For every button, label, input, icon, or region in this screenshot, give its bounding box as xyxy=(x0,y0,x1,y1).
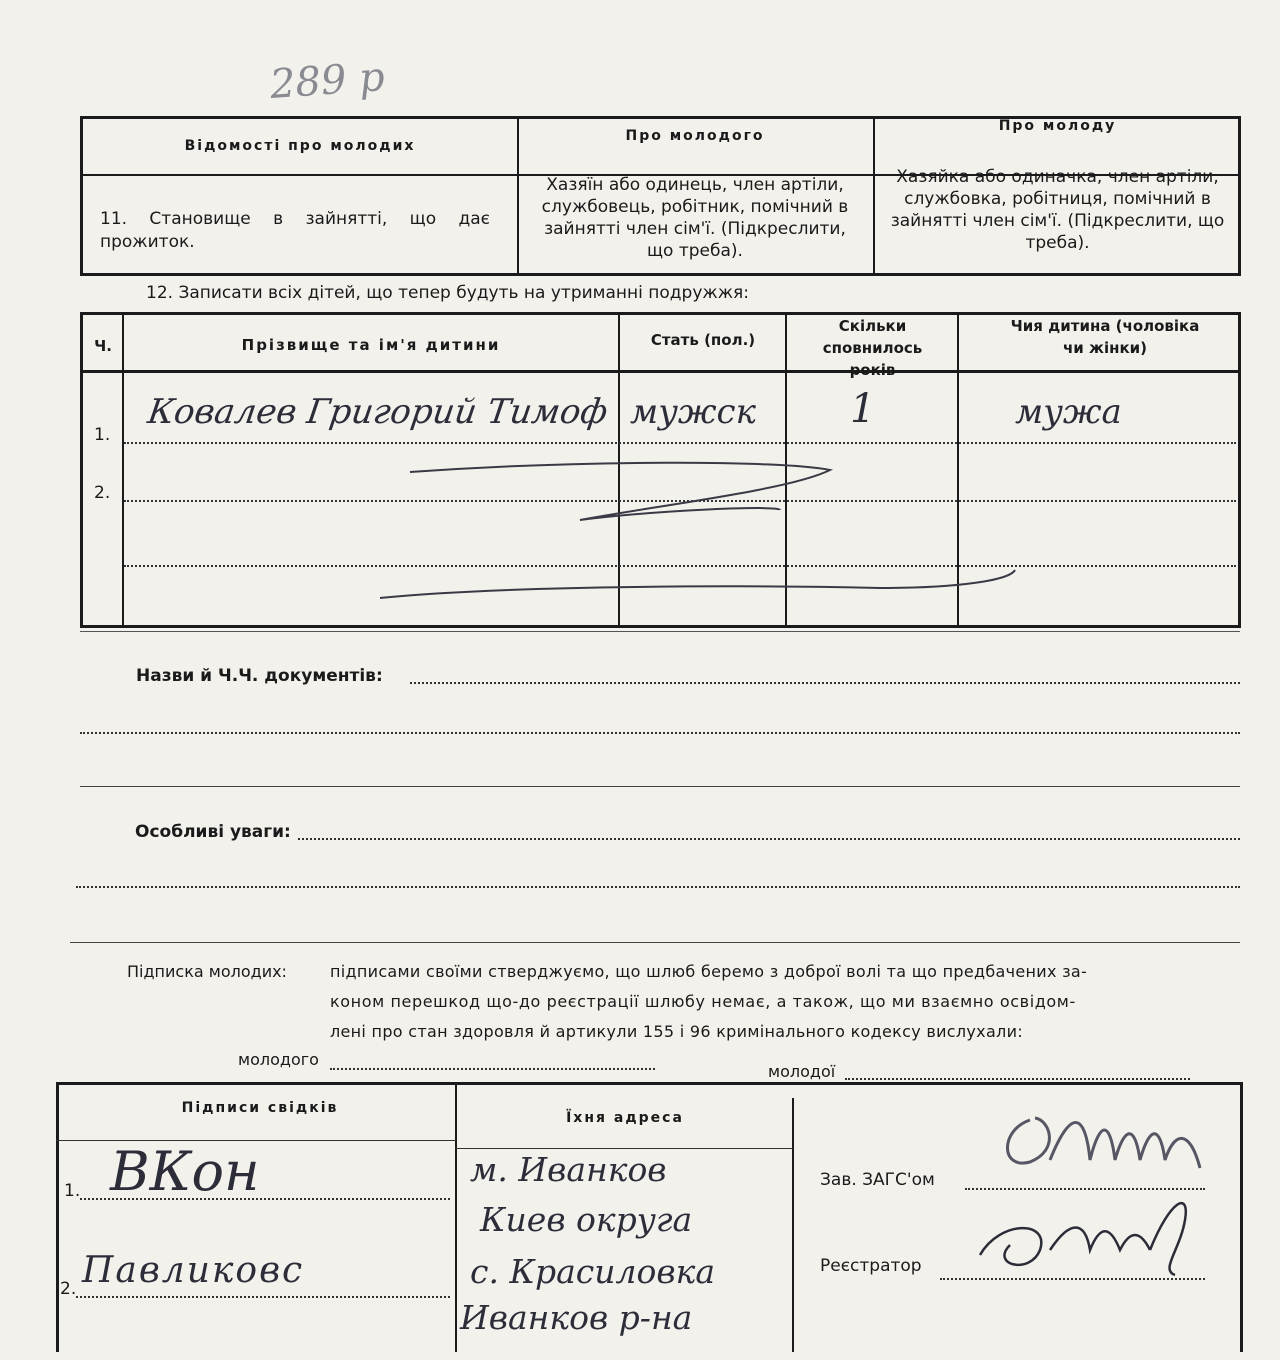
zags-head-label: Зав. ЗАГС'ом xyxy=(820,1170,935,1190)
registrar-label: Реєстратор xyxy=(820,1256,922,1276)
page-number-mark: 289 р xyxy=(268,54,387,108)
witness-col-signatures: Підписи свідків xyxy=(181,1100,339,1116)
groom-signature-field[interactable] xyxy=(330,1068,655,1070)
groom-signature-label: молодого xyxy=(238,1050,319,1069)
witness-1-signature: ВКон xyxy=(110,1140,260,1203)
documents-label: Назви й Ч.Ч. документів: xyxy=(136,666,383,686)
witness-col-address: Їхня адреса xyxy=(566,1110,684,1126)
witness-number-2: 2. xyxy=(60,1279,77,1299)
col-header-bride: Про молоду xyxy=(998,118,1117,134)
witness-address-line-1: м. Иванков xyxy=(470,1150,667,1189)
bride-signature-label: молодої xyxy=(768,1062,836,1081)
child-row-number-1: 1. xyxy=(94,425,111,445)
pledge-line-2: коном перешкод що-до реєстрації шлюбу немає, а також, що ми взаємно освідом- xyxy=(330,992,1076,1011)
witness-2-signature: Павликовс xyxy=(82,1250,305,1291)
documents-field[interactable] xyxy=(410,682,1240,684)
witness-address-line-2: Киев округа xyxy=(480,1200,693,1239)
pledge-label: Підписка молодих: xyxy=(127,962,287,981)
children-col-num: Ч. xyxy=(94,337,112,355)
children-col-age: Скільки сповнилось років xyxy=(822,317,923,379)
section-12-title: 12. Записати всіх дітей, що тепер будуть на утриманні подружжя: xyxy=(146,283,749,303)
row-11-label: 11. Становище в зайнятті, що дає прожиток. xyxy=(100,209,490,252)
registrar-signature xyxy=(960,1180,1220,1290)
bride-signature-field[interactable] xyxy=(845,1078,1190,1080)
remarks-field[interactable] xyxy=(298,838,1240,840)
col-header-info: Відомості про молодих xyxy=(184,138,416,154)
row-11-bride-options: Хазяйка або одиначка, член артіли, службовка, робітниця, помічний в зайнятті член сім'ї. (Підкреслити, що треба). xyxy=(890,167,1225,253)
child-1-sex: мужск xyxy=(630,392,756,432)
col-header-groom: Про молодого xyxy=(625,128,765,144)
children-col-whose: Чия дитина (чоловіка чи жінки) xyxy=(1010,317,1200,357)
zags-head-signature xyxy=(990,1090,1220,1190)
pledge-line-1: підписами своїми стверджуємо, що шлюб беремо з доброї волі та що предбачених за- xyxy=(330,962,1088,981)
witness-number-1: 1. xyxy=(64,1181,81,1201)
remarks-label: Особливі уваги: xyxy=(135,822,291,842)
child-row-number-2: 2. xyxy=(94,483,111,503)
row-11-groom-options: Хазяїн або одинець, член артіли, службовець, робітник, помічний в зайнятті член сім'ї. (Підкреслити, що треба). xyxy=(541,175,849,261)
children-col-name: Прізвище та ім'я дитини xyxy=(241,336,501,354)
witness-address-line-4: Иванков р-на xyxy=(460,1298,693,1337)
pledge-line-3: лені про стан здоровля й артикули 155 і 96 кримінального кодексу вислухали: xyxy=(330,1022,1023,1041)
cancel-strokes xyxy=(360,450,1040,620)
children-col-sex: Стать (пол.) xyxy=(650,331,756,349)
child-1-age: 1 xyxy=(850,386,876,432)
child-1-name: Ковалев Григорий Тимоф xyxy=(145,392,611,432)
witness-address-line-3: с. Красиловка xyxy=(470,1252,716,1291)
child-1-whose: мужа xyxy=(1015,392,1122,432)
